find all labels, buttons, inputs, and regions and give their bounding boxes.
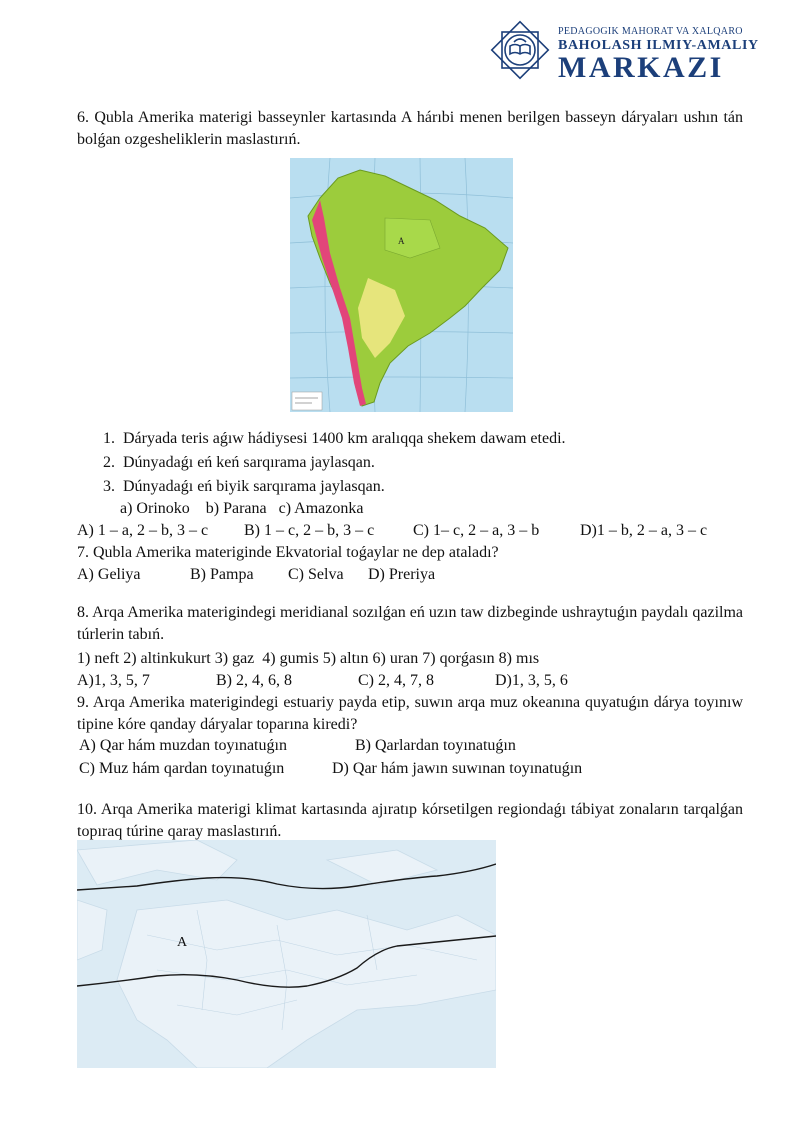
q9-answer-c[interactable]: C) Muz hám qardan toyınatuǵın (79, 760, 285, 777)
q7-answer-b[interactable]: B) Pampa (190, 566, 254, 583)
question-8-text: 8. Arqa Amerika materigindegi meridianal sozılǵan eń uzın taw dizbeginde ushraytuǵın paydalı qazilma túrlerin tabıń. (77, 604, 744, 643)
statement-2: 2. Dúnyadaǵı eń keń sarqırama jaylasqan. (103, 454, 375, 471)
question-6-text: 6. Qubla Amerika materigi basseynler kartasında A hárıbi menen berilgen basseyn dáryaları ushın tán bolǵan ozgesheliklerin maslastırıń. (77, 109, 743, 148)
logo-text-line1: PEDAGOGIK MAHORAT VA XALQARO (558, 26, 743, 37)
logo-emblem (488, 18, 552, 82)
q6-answer-a[interactable]: A) 1 – a, 2 – b, 3 – c (77, 522, 209, 539)
q9-answer-b[interactable]: B) Qarlardan toyınatuǵın (355, 737, 516, 754)
question-6-rivers: a) Orinoko b) Parana c) Amazonka (120, 500, 364, 517)
q7-answer-d[interactable]: D) Preriya (368, 566, 436, 583)
region-a-marker: A (177, 935, 188, 950)
q8-answer-a[interactable]: A)1, 3, 5, 7 (77, 672, 150, 689)
q7-answer-c[interactable]: C) Selva (288, 566, 344, 583)
q6-answer-d[interactable]: D)1 – b, 2 – a, 3 – c (580, 522, 708, 539)
statement-3: 3. Dúnyadaǵı eń biyik sarqırama jaylasqan. (103, 478, 385, 495)
question-7-text: 7. Qubla Amerika materiginde Ekvatorial toǵaylar ne dep ataladı? (77, 544, 499, 561)
q8-answer-b[interactable]: B) 2, 4, 6, 8 (216, 672, 292, 689)
question-8-list: 1) neft 2) altinkukurt 3) gaz 4) gumis 5) altın 6) uran 7) qorǵasın 8) mıs (77, 650, 540, 667)
q8-answer-c[interactable]: C) 2, 4, 7, 8 (358, 672, 434, 689)
q9-answer-a[interactable]: A) Qar hám muzdan toyınatuǵın (79, 737, 287, 754)
basin-a-marker: A (398, 236, 405, 246)
q9-answer-d[interactable]: D) Qar hám jawın suwınan toyınatuǵın (332, 760, 583, 777)
q8-answer-d[interactable]: D)1, 3, 5, 6 (495, 672, 568, 689)
question-10-text: 10. Arqa Amerika materigi klimat kartasında ajıratıp kórsetilgen regiondaǵı tábiyat zonaların tarqalǵan topıraq túrine qaray maslastırıń. (77, 801, 743, 840)
question-9-text: 9. Arqa Amerika materigindegi estuariy payda etip, suwın arqa muz okeanına quyatuǵın dárya toyınıw tipine kóre qanday dáryalar toparına kiredi? (77, 694, 743, 733)
logo-text-line3: MARKAZI (558, 51, 724, 84)
q6-answer-b[interactable]: B) 1 – c, 2 – b, 3 – c (244, 522, 375, 539)
q6-answer-c[interactable]: C) 1– c, 2 – a, 3 – b (413, 522, 540, 539)
statement-1: 1. Dáryada teris aǵıw hádiysesi 1400 km aralıqqa shekem dawam etedi. (103, 430, 566, 447)
south-america-basins-map (290, 158, 513, 412)
north-america-climate-map (77, 840, 496, 1068)
question-6-statements (103, 428, 566, 500)
q7-answer-a[interactable]: A) Geliya (77, 566, 141, 583)
logo-text-line2: BAHOLASH ILMIY-AMALIY (558, 38, 759, 53)
